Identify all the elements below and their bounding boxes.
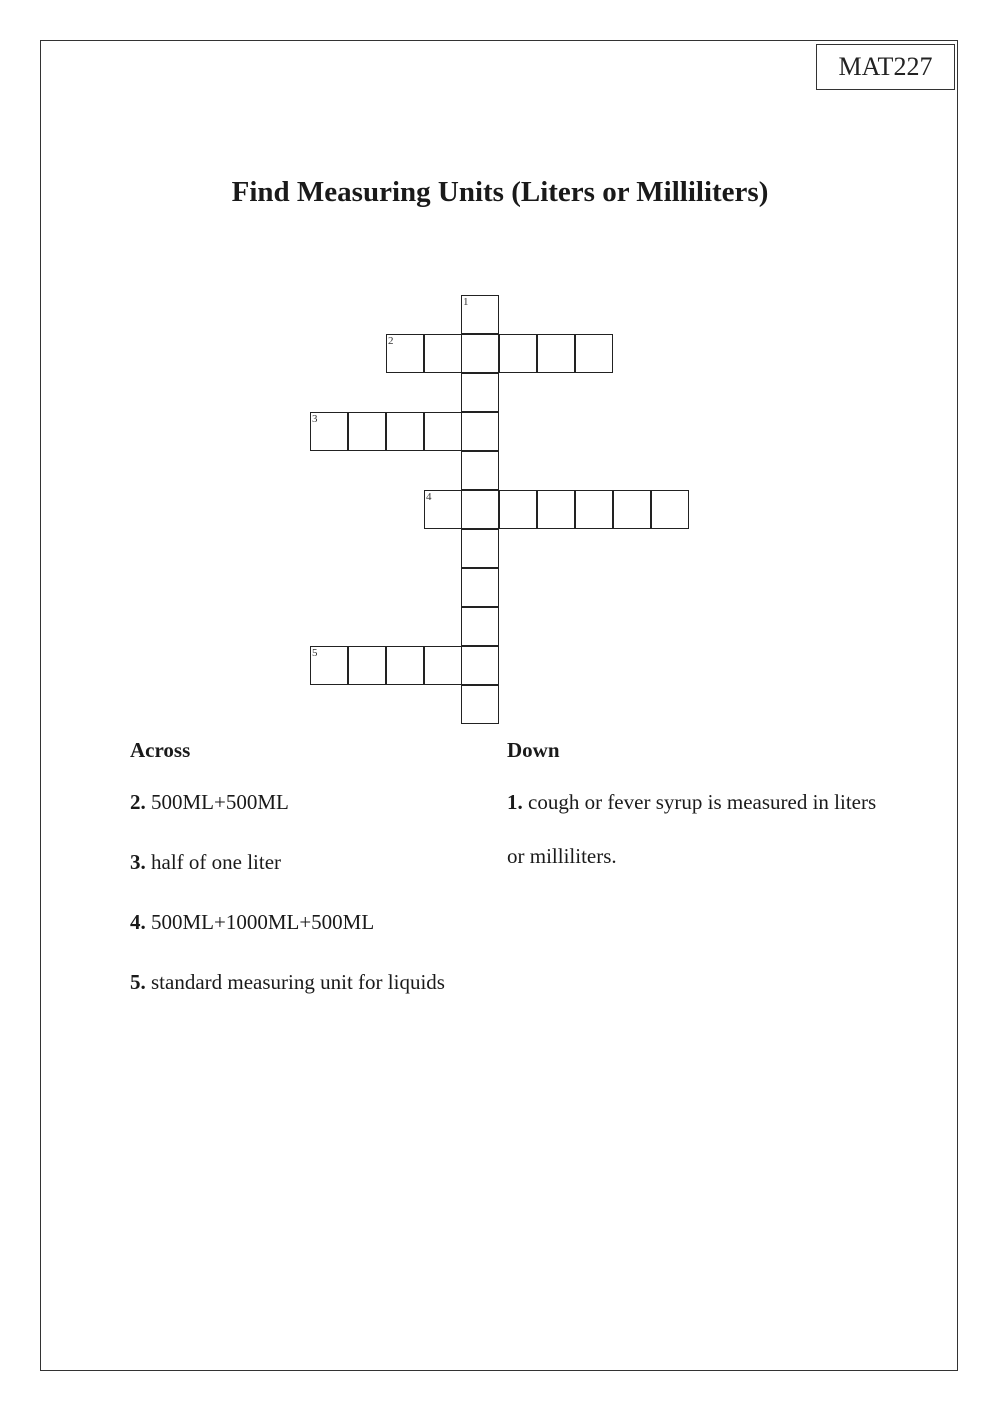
clue-number: 3.: [130, 850, 146, 874]
clue-number: 2: [388, 335, 394, 347]
clue-number: 5.: [130, 970, 146, 994]
crossword-cell[interactable]: [461, 373, 499, 412]
clue-number: 4.: [130, 910, 146, 934]
crossword-cell[interactable]: [461, 646, 499, 685]
clue-down-1: [507, 775, 887, 883]
crossword-cell[interactable]: [461, 529, 499, 568]
clue-text: standard measuring unit for liquids: [151, 970, 445, 994]
crossword-cell[interactable]: [424, 646, 462, 685]
crossword-cell[interactable]: [424, 334, 462, 373]
crossword-cell[interactable]: [537, 490, 575, 529]
clue-across-4: [130, 910, 500, 934]
crossword-cell[interactable]: [461, 607, 499, 646]
crossword-cell[interactable]: [386, 334, 424, 373]
crossword-cell[interactable]: [575, 334, 613, 373]
crossword-cell[interactable]: [461, 568, 499, 607]
crossword-cell[interactable]: [651, 490, 689, 529]
down-clues: [507, 738, 887, 919]
crossword-cell[interactable]: [461, 412, 499, 451]
clue-text: half of one liter: [151, 850, 282, 874]
crossword-cell[interactable]: [348, 412, 386, 451]
down-heading: Down: [507, 738, 560, 762]
clue-number: 1.: [507, 790, 523, 814]
crossword-cell[interactable]: [499, 490, 537, 529]
clue-number: 5: [312, 647, 318, 659]
crossword-cell[interactable]: [499, 334, 537, 373]
crossword-cell[interactable]: [386, 412, 424, 451]
clue-text: cough or fever syrup is measured in liters or milliliters.: [507, 790, 877, 868]
clue-across-2: [130, 790, 500, 814]
crossword-cell[interactable]: [424, 412, 462, 451]
clue-across-3: [130, 850, 500, 874]
crossword-cell[interactable]: [613, 490, 651, 529]
clue-across-5: [130, 970, 500, 994]
clue-text: 500ML+1000ML+500ML: [151, 910, 375, 934]
crossword-cell[interactable]: [310, 412, 348, 451]
crossword-cell[interactable]: [348, 646, 386, 685]
page-border: [40, 40, 958, 1371]
crossword-cell[interactable]: [424, 490, 462, 529]
clue-number: 2.: [130, 790, 146, 814]
crossword-cell[interactable]: [461, 295, 499, 334]
clue-number: 1: [463, 296, 469, 308]
clue-number: 3: [312, 413, 318, 425]
crossword-cell[interactable]: [461, 490, 499, 529]
across-clues: [130, 738, 500, 1030]
crossword-cell[interactable]: [461, 451, 499, 490]
crossword-cell[interactable]: [310, 646, 348, 685]
across-heading: Across: [130, 738, 191, 762]
crossword-cell[interactable]: [386, 646, 424, 685]
clue-number: 4: [426, 491, 432, 503]
crossword-cell[interactable]: [461, 685, 499, 724]
crossword-cell[interactable]: [575, 490, 613, 529]
worksheet-code: MAT227: [816, 44, 955, 90]
clue-text: 500ML+500ML: [151, 790, 289, 814]
crossword-cell[interactable]: [537, 334, 575, 373]
worksheet-title: Find Measuring Units (Liters or Milliliters): [231, 176, 769, 208]
crossword-cell[interactable]: [461, 334, 499, 373]
